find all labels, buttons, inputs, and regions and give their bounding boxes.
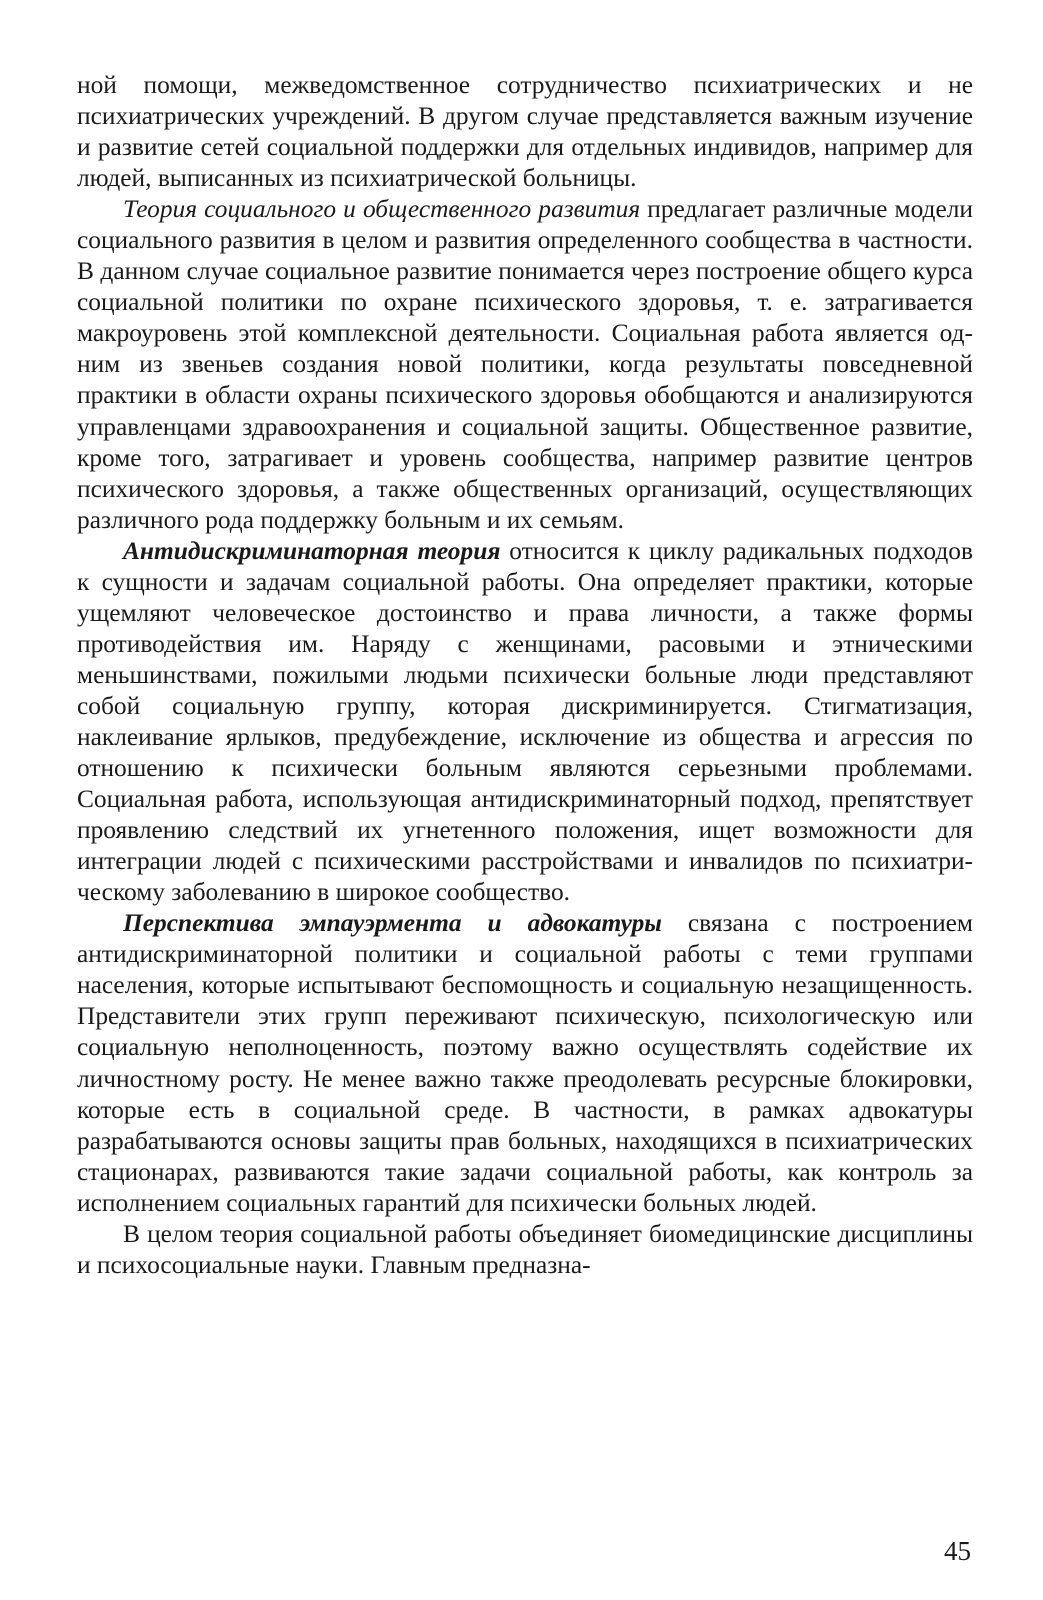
term-antidiscrimination-theory: Антидискриминаторная теория [123,536,501,565]
paragraph-empowerment-advocacy [77,908,973,1218]
paragraph-social-development-theory [77,194,973,536]
page-number: 45 [944,1536,971,1566]
paragraph-text: В целом теория социальной работы объединяет биомедицинские дисциплины и психосоциальные науки. Главным предназна- [77,1219,973,1279]
paragraph-conclusion [77,1219,973,1281]
term-social-development-theory: Теория социального и общественного развития [123,195,641,224]
paragraph-text: ной помощи, межведомственное сотрудничество психиатрических и не психиатрических учреждений. В другом случае представляется важным изучение и развитие сетей социальной поддержки для отдельных индивидов, например для людей, выписанных из психиатрической больницы. [77,71,973,193]
paragraph-text: относится к циклу радикальных подходов к сущности и задачам социальной работы. Она определяет практики, которые ущемляют человеческое достоинство и права личности, а также формы противодействия им. Наряду с женщинами, расовыми и этническими меньшинствами, пожилыми людьми психически больные люди представляют собой социальную группу, которая дискриминируется. Стигматизация, наклеивание ярлыков, предубеждение, исключение из общества и агрессия по отношению к психически больным являются серьезными проблемами. Социальная работа, использующая антидискриминаторный подход, препятствует проявлению следствий их угнетенного положения, ищет возможности для интеграции людей с психическими расстройствами и инвалидов по психиатрическому заболеванию в широкое сообщество. [77,536,973,907]
paragraph-continuation [77,70,973,194]
page-body [77,70,973,1281]
term-empowerment-advocacy: Перспектива эмпауэрмента и адвокатуры [123,909,662,938]
paragraph-text: связана с построением антидискриминаторной политики и социальной работы с теми группами населения, которые испытывают беспомощность и социальную незащищенность. Представители этих групп переживают психическую, психологическую или социальную неполноценность, поэтому важно осуществлять содействие их личностному росту. Не менее важно также преодолевать ресурсные блокировки, которые есть в социальной среде. В частности, в рамках адвокатуры разрабатываются основы защиты прав больных, находящихся в психиатрических стационарах, развиваются такие задачи социальной работы, как контроль за исполнением социальных гарантий для психически больных людей. [77,909,973,1217]
paragraph-text: предлагает различные модели социального развития в целом и развития определенного сообщества в частности. В данном случае социальное развитие понимается через построение общего курса социальной политики по охране психического здоровья, т. е. затрагивается макроуровень этой комплексной деятельности. Социальная работа является одним из звеньев создания новой политики, когда результаты повседневной практики в области охраны психического здоровья обобщаются и анализируются управленцами здравоохранения и социальной защиты. Общественное развитие, кроме того, затрагивает и уровень сообщества, например развитие центров психического здоровья, а также общественных организаций, осуществляющих различного рода поддержку больным и их семьям. [77,195,973,534]
paragraph-antidiscrimination-theory [77,536,973,909]
